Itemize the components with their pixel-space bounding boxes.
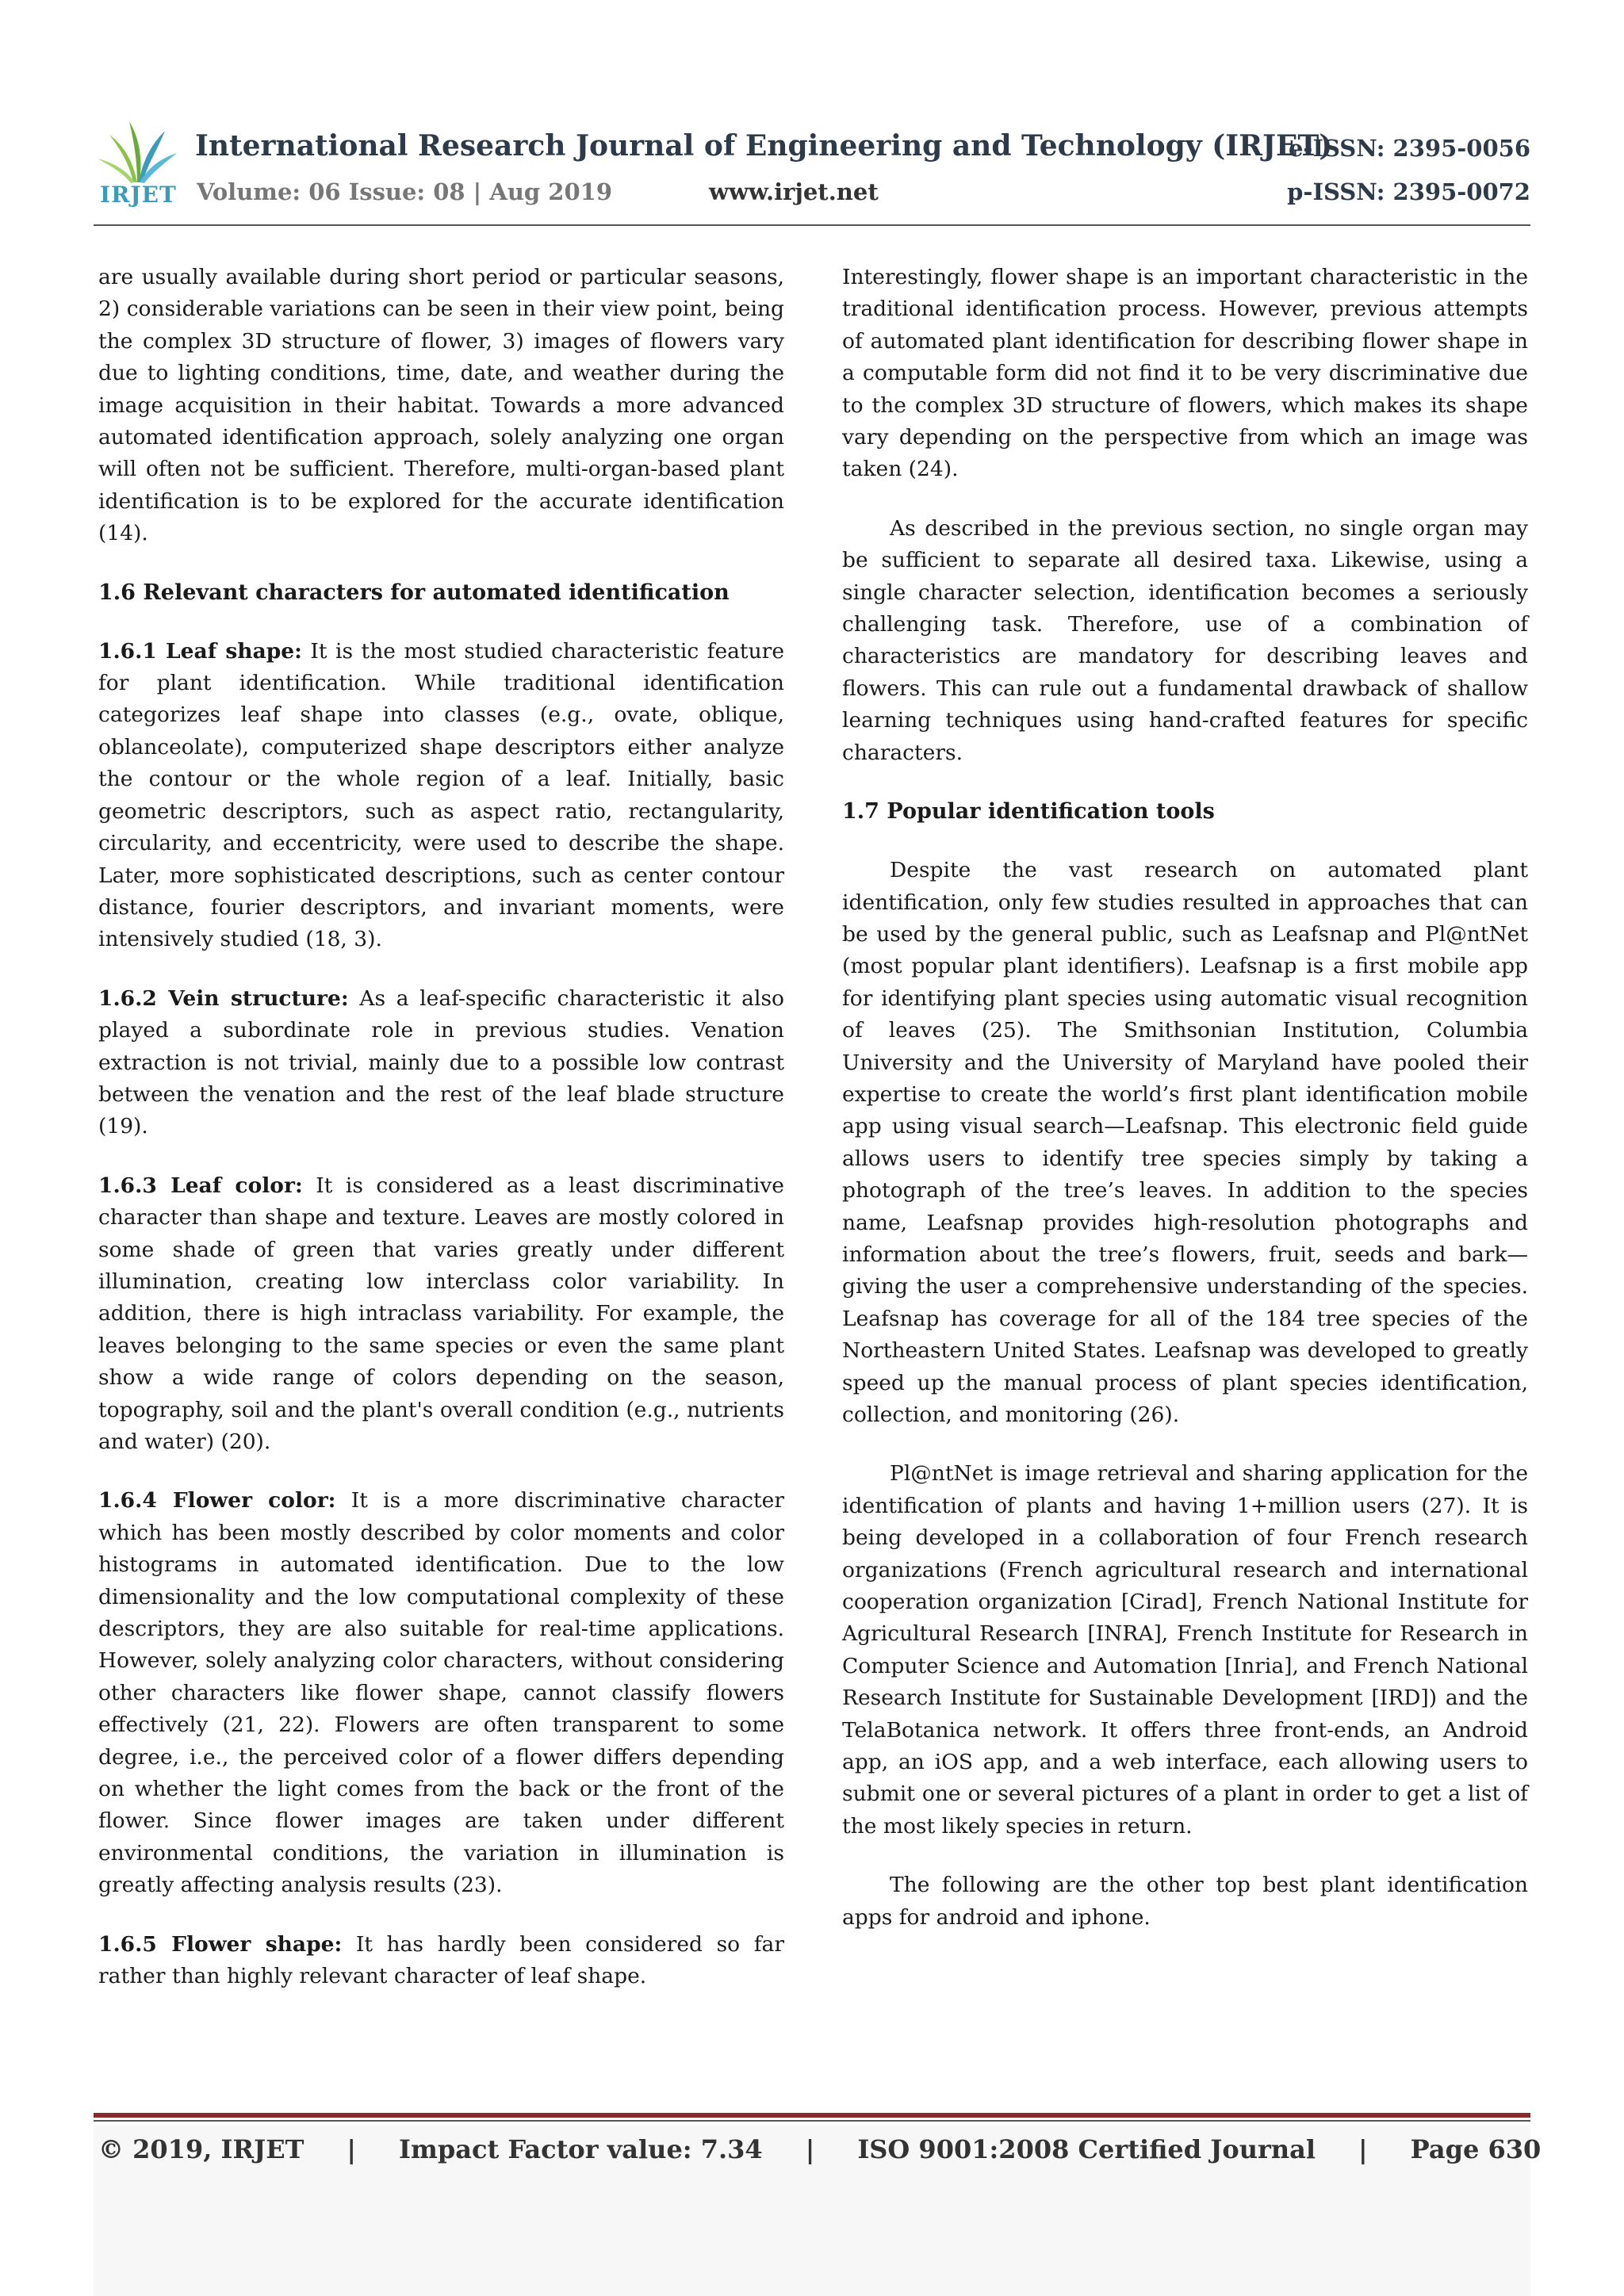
header-divider (94, 224, 1530, 226)
paragraph: Despite the vast research on automated plant identification, only few studies resulted in approaches that can be used by the general public, such as Leafsnap and Pl@ntNet (most popular plant identifiers). Leafsnap is a first mobile app for identifying plant species using automatic visual recognition of leaves (25). The Smithsonian Institution, Columbia University and the University of Maryland have pooled their expertise to create the world’s first plant identification mobile app using visual search—Leafsnap. This electronic field guide allows users to identify tree species simply by taking a photograph of the tree’s leaves. In addition to the species name, Leafsnap provides high-resolution photographs and information about the tree’s flowers, fruit, seeds and bark—giving the user a comprehensive understanding of the species. Leafsnap has coverage for all of the 184 tree species of the Northeastern United States. Leafsnap was developed to greatly speed up the manual process of plant species identification, collection, and monitoring (26). (842, 858, 1528, 1427)
paragraph: Interestingly, flower shape is an important characteristic in the traditional identification process. However, previous attempts of automated plant identification for describing flower shape in a computable form did not find it to be very discriminative due to the complex 3D structure of flowers, which makes its shape vary depending on the perspective from which an image was taken (24). (842, 265, 1528, 482)
right-column (842, 262, 1528, 1961)
paragraph: are usually available during short period or particular seasons, 2) considerable variations can be seen in their view point, being the complex 3D structure of flower, 3) images of flowers vary due to lighting conditions, time, date, and weather during the image acquisition in their habitat. Towards a more advanced automated identification approach, solely analyzing one organ will often not be sufficient. Therefore, multi-organ-based plant identification is to be explored for the accurate identification (14). (98, 265, 784, 546)
footer-divider-thin (94, 2120, 1530, 2122)
footer-iso: ISO 9001:2008 Certified Journal (857, 2134, 1316, 2164)
subsection-vein-structure (98, 983, 784, 1143)
section-heading-1-6: 1.6 Relevant characters for automated identification (98, 580, 730, 605)
subsection-title: 1.6.2 Vein structure: (98, 985, 349, 1011)
footer-separator: | (1358, 2134, 1368, 2164)
subsection-text: It is the most studied characteristic feature for plant identification. While traditional identification categorizes leaf shape into classes (e.g., ovate, oblique, oblanceolate), computerized shape descriptors either analyze the contour or the whole region of a leaf. Initially, basic geometric descriptors, such as aspect ratio, rectangularity, circularity, and eccentricity, were used to describe the shape. Later, more sophisticated descriptions, such as center contour distance, fourier descriptors, and invariant moments, were intensively studied (18, 3). (98, 638, 784, 952)
subsection-flower-color (98, 1485, 784, 1901)
volume-issue: Volume: 06 Issue: 08 | Aug 2019 (197, 178, 612, 205)
page-footer (94, 2125, 1542, 2296)
left-column (98, 262, 784, 2020)
subsection-title: 1.6.1 Leaf shape: (98, 638, 302, 664)
eissn: e-ISSN: 2395-0056 (1288, 135, 1530, 162)
subsection-title: 1.6.5 Flower shape: (98, 1931, 343, 1957)
footer-page-number: Page 630 (1410, 2134, 1542, 2164)
subsection-text: It has hardly been considered so far rather than highly relevant character of leaf shape. (98, 1931, 784, 1989)
subsection-text: It is a more discriminative character which has been mostly described by color moments and color histograms in automated identification. Due to the low dimensionality and the low computational complexity of these descriptors, they are also suitable for real-time applications. However, solely analyzing color characters, without considering other characters like flower shape, cannot classify flowers effectively (21, 22). Flowers are often transparent to some degree, i.e., the perceived color of a flower differs depending on whether the light comes from the back or the front of the flower. Since flower images are taken under different environmental conditions, the variation in illumination is greatly affecting analysis results (23). (98, 1488, 784, 1898)
footer-line (98, 2134, 1541, 2164)
subsection-text: As a leaf-specific characteristic it also played a subordinate role in previous studies. Venation extraction is not trivial, mainly due to a possible low contrast between the venation and the rest of the leaf blade structure (19). (98, 985, 784, 1139)
subsection-leaf-shape (98, 636, 784, 956)
footer-copyright: © 2019, IRJET (98, 2134, 304, 2164)
logo-text: IRJET (100, 182, 177, 208)
footer-separator: | (805, 2134, 815, 2164)
page-header (94, 115, 1530, 218)
pissn: p-ISSN: 2395-0072 (1287, 178, 1530, 205)
paragraph: The following are the other top best plant identification apps for android and iphone. (842, 1873, 1528, 1930)
subsection-text: It is considered as a least discriminative character than shape and texture. Leaves are mostly colored in some shade of green that varies greatly under different illumination, creating low interclass color variability. In addition, there is high intraclass variability. For example, the leaves belonging to the same species or even the same plant show a wide range of colors depending on the season, topography, soil and the plant's overall condition (e.g., nutrients and water) (20). (98, 1173, 784, 1454)
section-heading-1-7: 1.7 Popular identification tools (842, 799, 1215, 825)
leaf-logo-icon (94, 115, 181, 186)
paragraph: Pl@ntNet is image retrieval and sharing application for the identification of plants and having 1+million users (27). It is being developed in a collaboration of four French research organizations (French agricultural research and international cooperation organization [Cirad], French National Institute for Agricultural Research [INRA], French Institute for Research in Computer Science and Automation [Inria], and French National Research Institute for Sustainable Development [IRD]) and the TelaBotanica network. It offers three front-ends, an Android app, an iOS app, and a web interface, each allowing users to submit one or several pictures of a plant in order to get a list of the most likely species in return. (842, 1461, 1528, 1839)
irjet-logo (94, 115, 181, 210)
subsection-flower-shape (98, 1929, 784, 1993)
paragraph: As described in the previous section, no single organ may be sufficient to separate all desired taxa. Likewise, using a single character selection, identification becomes a seriously challenging task. Therefore, use of a combination of characteristics are mandatory for describing leaves and flowers. This can rule out a fundamental drawback of shallow learning techniques using hand-crafted features for specific characters. (842, 515, 1528, 765)
footer-impact-factor: Impact Factor value: 7.34 (399, 2134, 763, 2164)
subsection-leaf-color (98, 1170, 784, 1459)
subsection-title: 1.6.4 Flower color: (98, 1488, 336, 1513)
journal-website: www.irjet.net (709, 178, 879, 205)
footer-divider-thick (94, 2113, 1530, 2118)
subsection-title: 1.6.3 Leaf color: (98, 1173, 303, 1198)
footer-separator: | (347, 2134, 357, 2164)
journal-title: International Research Journal of Engineering and Technology (IRJET) (195, 129, 1333, 163)
